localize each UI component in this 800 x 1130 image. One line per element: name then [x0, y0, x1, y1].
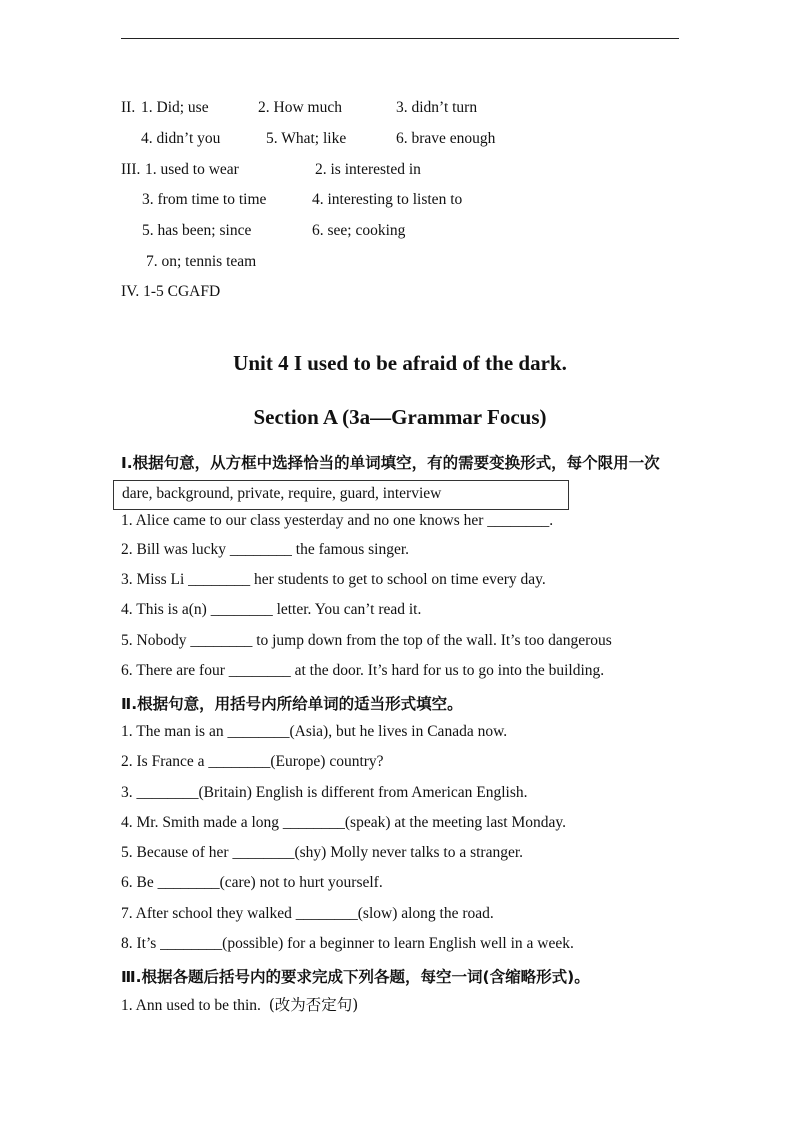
- question: 6. There are four ________ at the door. It’s hard for us to go into the building.: [121, 662, 605, 679]
- part3-instruction: Ⅲ.根据各题后括号内的要求完成下列各题，每空一词(含缩略形式)。: [121, 968, 590, 986]
- answer-item: 4. didn’t you: [141, 130, 221, 147]
- word-box-text: dare, background, private, require, guard, interview: [122, 485, 442, 502]
- question: 1. Alice came to our class yesterday and no one knows her ________.: [121, 512, 554, 529]
- answer-item: 4. interesting to listen to: [312, 191, 463, 208]
- answer-sec2-label: II.: [121, 99, 136, 116]
- answer-item: 3. didn’t turn: [396, 99, 478, 116]
- answer-item: 1. Did; use: [141, 99, 209, 116]
- question-note: (改为否定句): [268, 996, 359, 1014]
- header-rule: [121, 38, 679, 39]
- answer-sec4: IV. 1-5 CGAFD: [121, 283, 221, 300]
- question: 2. Is France a ________(Europe) country?: [121, 753, 384, 770]
- answer-item: 6. brave enough: [396, 130, 496, 147]
- question-text: 1. Ann used to be thin.: [121, 997, 261, 1014]
- question: 3. Miss Li ________ her students to get to school on time every day.: [121, 571, 546, 588]
- unit-title: Unit 4 I used to be afraid of the dark.: [233, 351, 567, 375]
- question: 4. This is a(n) ________ letter. You can’t read it.: [121, 601, 422, 618]
- part1-instruction: Ⅰ.根据句意，从方框中选择恰当的单词填空，有的需要变换形式，每个限用一次: [121, 454, 660, 472]
- answer-item: 2. is interested in: [315, 161, 421, 178]
- answer-item: 5. has been; since: [142, 222, 252, 239]
- section-title: Section A (3a—Grammar Focus): [253, 405, 547, 429]
- question: 4. Mr. Smith made a long ________(speak) at the meeting last Monday.: [121, 814, 566, 831]
- question: [121, 996, 358, 1015]
- question: 1. The man is an ________(Asia), but he lives in Canada now.: [121, 723, 508, 740]
- answer-sec3-label: III.: [121, 161, 141, 178]
- answer-item: 7. on; tennis team: [146, 253, 257, 270]
- answer-item: 3. from time to time: [142, 191, 267, 208]
- question: 8. It’s ________(possible) for a beginner to learn English well in a week.: [121, 935, 574, 952]
- question: 2. Bill was lucky ________ the famous singer.: [121, 541, 410, 558]
- question: 5. Nobody ________ to jump down from the top of the wall. It’s too dangerous: [121, 632, 612, 649]
- answer-item: 5. What; like: [266, 130, 347, 147]
- answer-item: 6. see; cooking: [312, 222, 406, 239]
- answer-item: 1. used to wear: [145, 161, 239, 178]
- question: 3. ________(Britain) English is different from American English.: [121, 784, 528, 801]
- question: 5. Because of her ________(shy) Molly never talks to a stranger.: [121, 844, 524, 861]
- part2-instruction: Ⅱ.根据句意，用括号内所给单词的适当形式填空。: [121, 695, 463, 713]
- question: 7. After school they walked ________(slow) along the road.: [121, 905, 494, 922]
- answer-item: 2. How much: [258, 99, 342, 116]
- word-box: [113, 480, 569, 510]
- question: 6. Be ________(care) not to hurt yourself.: [121, 874, 383, 891]
